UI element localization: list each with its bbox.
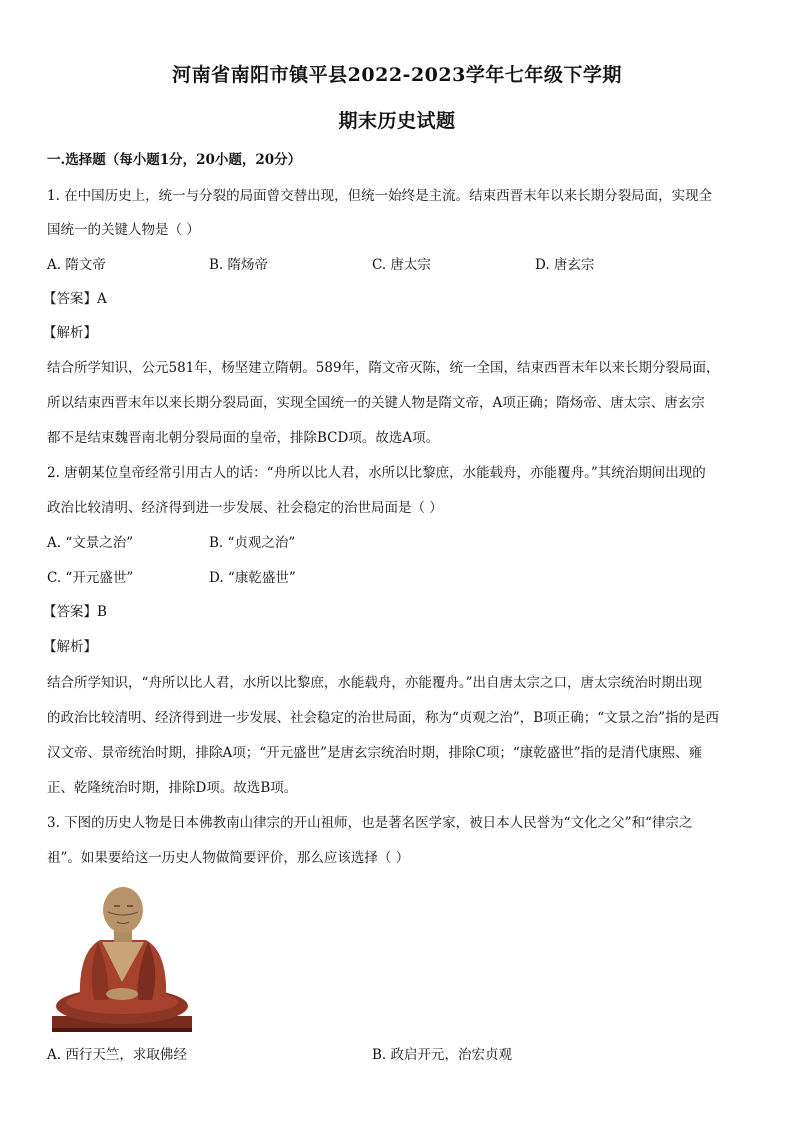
q2-stem-line1: 2. 唐朝某位皇帝经常引用古人的话：“舟所以比人君，水所以比黎庶，水能载舟，亦能覆舟。”其统治期间出现的: [47, 465, 706, 481]
section-heading: 一.选择题（每小题1分，20小题，20分）: [47, 152, 302, 168]
q2-option-c: C. “开元盛世”: [47, 570, 134, 586]
q2-analysis-line4: 正、乾隆统治时期，排除D项。故选B项。: [47, 780, 298, 796]
q1-option-d: D. 唐玄宗: [535, 257, 595, 273]
q2-option-b: B. “贞观之治”: [209, 535, 296, 551]
q2-analysis-label: 【解析】: [43, 639, 97, 655]
q2-option-d: D. “康乾盛世”: [209, 570, 296, 586]
q1-answer: 【答案】A: [43, 291, 107, 307]
q1-analysis-line2: 所以结束西晋末年以来长期分裂局面，实现全国统一的关键人物是隋文帝，A项正确；隋炀帝、唐太宗、唐玄宗: [47, 395, 705, 411]
q2-stem-line2: 政治比较清明、经济得到进一步发展、社会稳定的治世局面是（ ）: [47, 500, 443, 516]
exam-subtitle: 期末历史试题: [338, 110, 456, 132]
q1-option-b: B. 隋炀帝: [209, 257, 269, 273]
q2-option-a: A. “文景之治”: [47, 535, 134, 551]
monk-statue-illustration: [50, 882, 195, 1034]
q1-stem-line2: 国统一的关键人物是（ ）: [47, 222, 200, 238]
q2-analysis-line1: 结合所学知识，“舟所以比人君，水所以比黎庶，水能载舟，亦能覆舟。”出自唐太宗之口，唐太宗统治时期出现: [47, 675, 703, 691]
q2-analysis-line3: 汉文帝、景帝统治时期，排除A项；“开元盛世”是唐玄宗统治时期，排除C项；“康乾盛世”指的是清代康熙、雍: [47, 745, 703, 761]
q2-answer: 【答案】B: [43, 604, 107, 620]
q1-stem-line1: 1. 在中国历史上，统一与分裂的局面曾交替出现，但统一始终是主流。结束西晋末年以来长期分裂局面，实现全: [47, 188, 713, 204]
q1-analysis-line3: 都不是结束魏晋南北朝分裂局面的皇帝，排除BCD项。故选A项。: [47, 430, 440, 446]
q3-stem-line1: 3. 下图的历史人物是日本佛教南山律宗的开山祖师，也是著名医学家，被日本人民誉为“文化之父”和“律宗之: [47, 815, 693, 831]
q1-option-c: C. 唐太宗: [372, 257, 431, 273]
q1-option-a: A. 隋文帝: [47, 257, 106, 273]
exam-title: 河南省南阳市镇平县2022-2023学年七年级下学期: [172, 64, 622, 86]
q3-option-a: A. 西行天竺，求取佛经: [47, 1047, 187, 1063]
q3-stem-line2: 祖”。如果要给这一历史人物做简要评价，那么应该选择（ ）: [47, 850, 410, 866]
q1-analysis-label: 【解析】: [43, 325, 97, 341]
q3-option-b: B. 政启开元，治宏贞观: [372, 1047, 513, 1063]
seated-monk-statue-image: [50, 882, 195, 1034]
q1-analysis-line1: 结合所学知识，公元581年，杨坚建立隋朝。589年，隋文帝灭陈，统一全国，结束西晋末年以来长期分裂局面，: [47, 360, 720, 376]
q2-analysis-line2: 的政治比较清明、经济得到进一步发展、社会稳定的治世局面，称为“贞观之治”，B项正确；“文景之治”指的是西: [47, 710, 720, 726]
